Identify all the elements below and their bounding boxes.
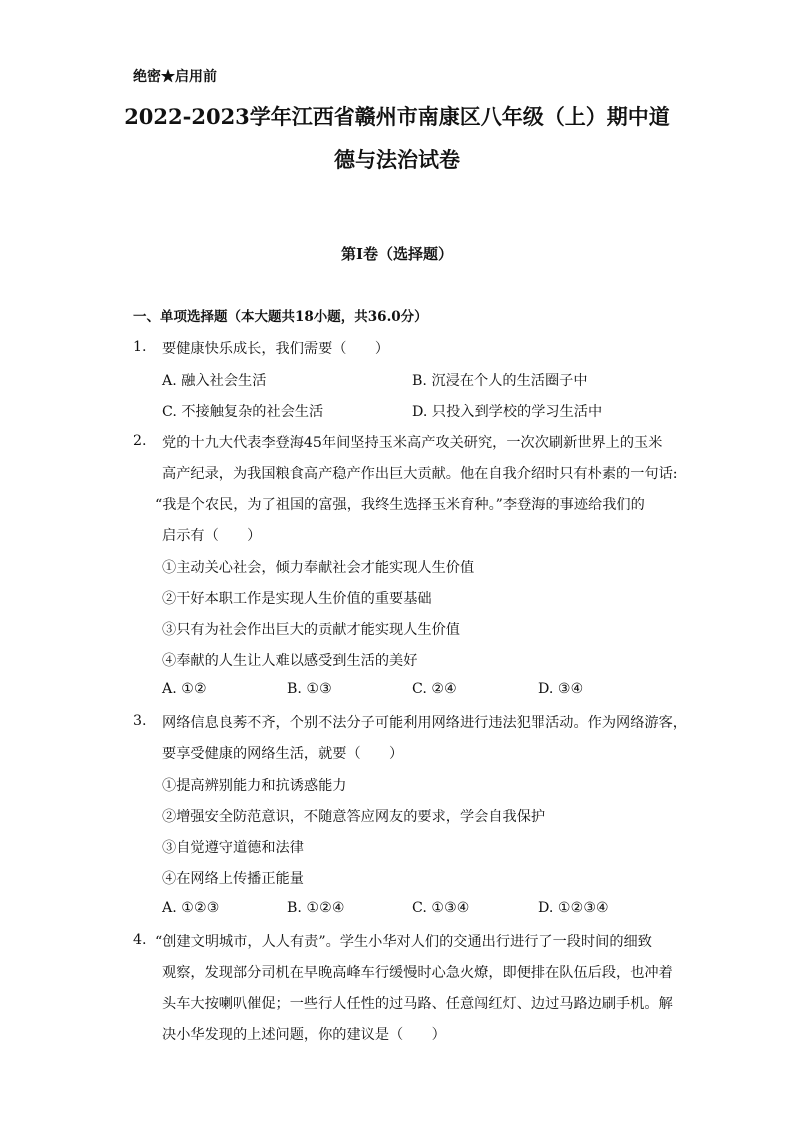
- question-3-option-d: D. ①②③④: [538, 900, 609, 916]
- question-2-stem-line-1: 党的十九大代表李登海45年间坚持玉米高产攻关研究，一次次刷新世界上的玉米: [162, 435, 663, 451]
- question-4-number: 4.: [133, 932, 147, 948]
- question-3-statement-2: ②增强安全防范意识，不随意答应网友的要求，学会自我保护: [162, 809, 546, 825]
- question-1-option-a: A. 融入社会生活: [162, 373, 267, 389]
- question-2-stem-line-3: “我是个农民，为了祖国的富强，我终生选择玉米育种。”李登海的事迹给我们的: [155, 497, 645, 513]
- question-4-stem-line-4: 决小华发现的上述问题，你的建议是（ ）: [162, 1027, 446, 1043]
- question-4-stem-line-2: 观察，发现部分司机在早晚高峰车行缓慢时心急火燎，即便排在队伍后段，也冲着: [162, 965, 673, 981]
- question-3-statement-1: ①提高辨别能力和抗诱惑能力: [162, 778, 347, 794]
- question-1-number: 1.: [133, 339, 147, 355]
- question-1-option-c: C. 不接触复杂的社会生活: [162, 404, 324, 420]
- question-3-number: 3.: [133, 713, 147, 729]
- exam-title-line-1: 2022-2023学年江西省赣州市南康区八年级（上）期中道: [124, 104, 670, 129]
- question-3-stem-line-2: 要享受健康的网络生活，就要（ ）: [162, 746, 404, 762]
- question-2-option-c: C. ②④: [412, 681, 457, 697]
- question-2-option-d: D. ③④: [538, 681, 584, 697]
- question-2-statement-3: ③只有为社会作出巨大的贡献才能实现人生价值: [162, 622, 460, 638]
- question-3-option-a: A. ①②③: [162, 900, 220, 916]
- question-3-statement-3: ③自觉遵守道德和法律: [162, 840, 304, 856]
- question-3-stem-line-1: 网络信息良莠不齐，个别不法分子可能利用网络进行违法犯罪活动。作为网络游客，: [162, 715, 687, 731]
- question-1-stem: 要健康快乐成长，我们需要（ ）: [162, 341, 390, 357]
- question-4-stem-line-3: 头车大按喇叭催促；一些行人任性的过马路、任意闯红灯、边过马路边刷手机。解: [162, 996, 673, 1012]
- question-1-option-b: B. 沉浸在个人的生活圈子中: [412, 373, 588, 389]
- question-2-option-b: B. ①③: [287, 681, 332, 697]
- volume-heading: 第I卷（选择题）: [340, 245, 454, 263]
- question-2-number: 2.: [133, 433, 147, 449]
- section-heading: 一、单项选择题（本大题共18小题，共36.0分）: [133, 309, 428, 325]
- question-3-option-b: B. ①②④: [287, 900, 345, 916]
- question-3-option-c: C. ①③④: [412, 900, 470, 916]
- question-2-stem-line-2: 高产纪录，为我国粮食高产稳产作出巨大贡献。他在自我介绍时只有朴素的一句话:: [162, 466, 678, 482]
- question-2-option-a: A. ①②: [162, 681, 207, 697]
- question-3-statement-4: ④在网络上传播正能量: [162, 871, 304, 887]
- question-2-statement-2: ②干好本职工作是实现人生价值的重要基础: [162, 591, 432, 607]
- question-2-stem-line-4: 启示有（ ）: [162, 528, 262, 544]
- confidential-mark: 绝密★启用前: [133, 69, 217, 85]
- question-4-stem-line-1: “创建文明城市，人人有责”。学生小华对人们的交通出行进行了一段时间的细致: [155, 934, 652, 950]
- question-2-statement-1: ①主动关心社会，倾力奉献社会才能实现人生价值: [162, 560, 475, 576]
- question-2-statement-4: ④奉献的人生让人难以感受到生活的美好: [162, 653, 418, 669]
- question-1-option-d: D. 只投入到学校的学习生活中: [412, 404, 603, 420]
- exam-title-line-2: 德与法治试卷: [334, 147, 460, 172]
